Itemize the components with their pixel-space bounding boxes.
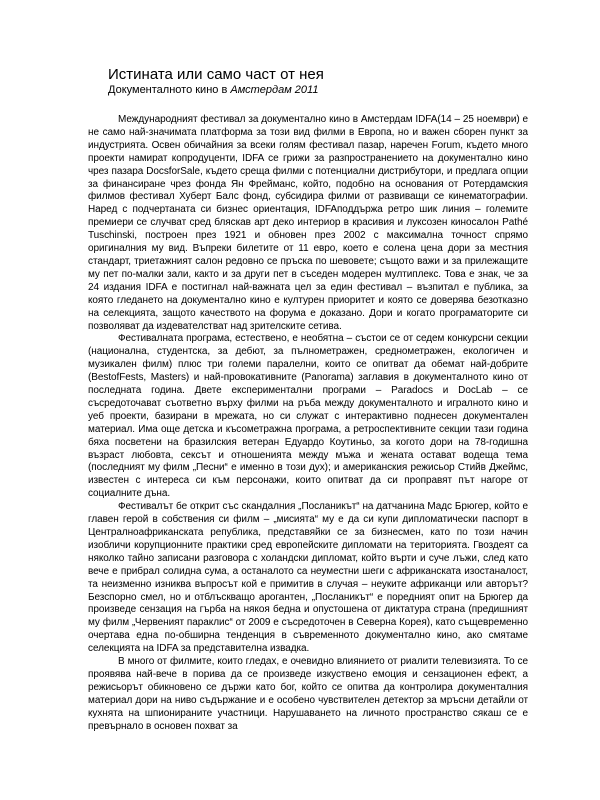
subtitle-emphasis: Амстердам 2011 bbox=[230, 84, 319, 96]
paragraph-2: Фестивалната програма, естествено, е необятна – състои се от седем конкурсни секции (национална, студентска, за дебют, за пълнометражен, среднометражен, екологичен и музикален филм) плюс три големи паралелни, които се опитват да обемат най-добрите (BestofFests, Masters) и най-провокативните (Panorama) заглавия в документалното кино от последната година. Двете експериментални програми – Paradocs и DocLab – се съсредоточават съответно върху филми на ръба между документалното и игралното кино и уеб проекти, базирани в мрежата, но си служат с интерактивно поднесен документален материал. Има още детска и късометражна програма, а ретроспективните секции тази година бяха посветени на бразилския ветеран Едуардо Коутиньо, за когото дори на 78-годишна възраст любовта, сексът и отношенията между мъжа и жената остават водеща тема (последният му филм „Песни“ е именно в този дух); и американския режисьор Стийв Джеймс, известен с интереса си към персонажи, които опитват да си проправят път нагоре от социалните дъна. bbox=[88, 333, 528, 500]
article-title: Истината или само част от нея bbox=[108, 66, 324, 83]
document-page bbox=[88, 66, 528, 734]
paragraph-3: Фестивалът бе открит със скандалния „Посланикът“ на датчанина Мадс Брюгер, който е главен герой в собствения си филм – „мисията“ му е да си купи дипломатически паспорт в Централноафриканската република, представяйки се за бизнесмен, като по този начин изобличи корупционните практики сред европейските дипломати на територията. Гвоздеят са няколко тайно записани разговора с холандски дипломат, който върти и суче лъжи, след като вече е прибрал солидна сума, а останалото са неуместни шеги с африканската изостаналост, та неизменно изниква въпросът кой е примитив в случая – неуките африканци или авторът? Безспорно смел, но и отблъскващо арогантен, „Посланикът“ е поредният опит на Брюгер да произведе сензация на гърба на някоя бедна и опустошена от диктатура страна (предишният му филм „Червеният параклис“ от 2009 е съсредоточен в Северна Корея), като същевременно очертава една по-обширна тенденция в съвременното документално кино, ако смятаме селекцията на IDFA за представителна извадка. bbox=[88, 501, 528, 655]
paragraph-4: В много от филмите, които гледах, е очевидно влиянието от риалити телевизията. То се проявява най-вече в порива да се произведе изкуствено емоция и сензационен ефект, а режисьорът обикновено се държи като бог, който се опитва да контролира документалния материал дори на ниво съдържание и е особено чувствителен детектор за мръсни детайли от кухнята на шпионираните участници. Нарушаването на личното пространство сякаш се е превърнало в основен похват за bbox=[88, 656, 528, 732]
paragraph-1: Международният фестивал за документално кино в Амстердам IDFA(14 – 25 ноември) е не само най-значимата платформа за този вид филми в Европа, но и важен сборен пункт за индустрията. Освен обичайния за всеки голям фестивал пазар, наречен Forum, където много проекти намират копродуценти, IDFA се грижи за разпространението на документално кино чрез пазара DocsforSale, където среща филми с потенциални дистрибутори, и предлага опции за финансиране чрез фонда Ян Фрейманс, който, подобно на основания от Ротердамския филмов фестивал Хуберт Балс фонд, субсидира филми от развиващи се кинематографии. Наред с подчертаната си бизнес ориентация, IDFAподдържа ретро шик линия – големите премиери се случват сред бляскав арт деко интериор в красивия и луксозен киносалон Pathé Tuschinski, построен през 1921 и обновен през 2002 с максимална точност спрямо оригиналния му вид. Въпреки билетите от 11 евро, което е солена цена дори за местния стандарт, триетажният салон редовно се пръска по шевовете; същото важи и за прилежащите му пет по-малки зали, както и за други пет в съседен модерен мултиплекс. Това е знак, че за 24 издания IDFA е постигнал най-важната цел за един фестивал – възпитал е публика, за която гледането на документално кино е културен приоритет и която се доверява безотказно на селекцията, защото качеството на форума е доказано. Дори и когато програматорите си позволяват да издевателстват над зрителските сетива. bbox=[88, 114, 528, 332]
article-subtitle bbox=[108, 84, 528, 97]
subtitle-prefix: Документалното кино в bbox=[108, 84, 231, 96]
